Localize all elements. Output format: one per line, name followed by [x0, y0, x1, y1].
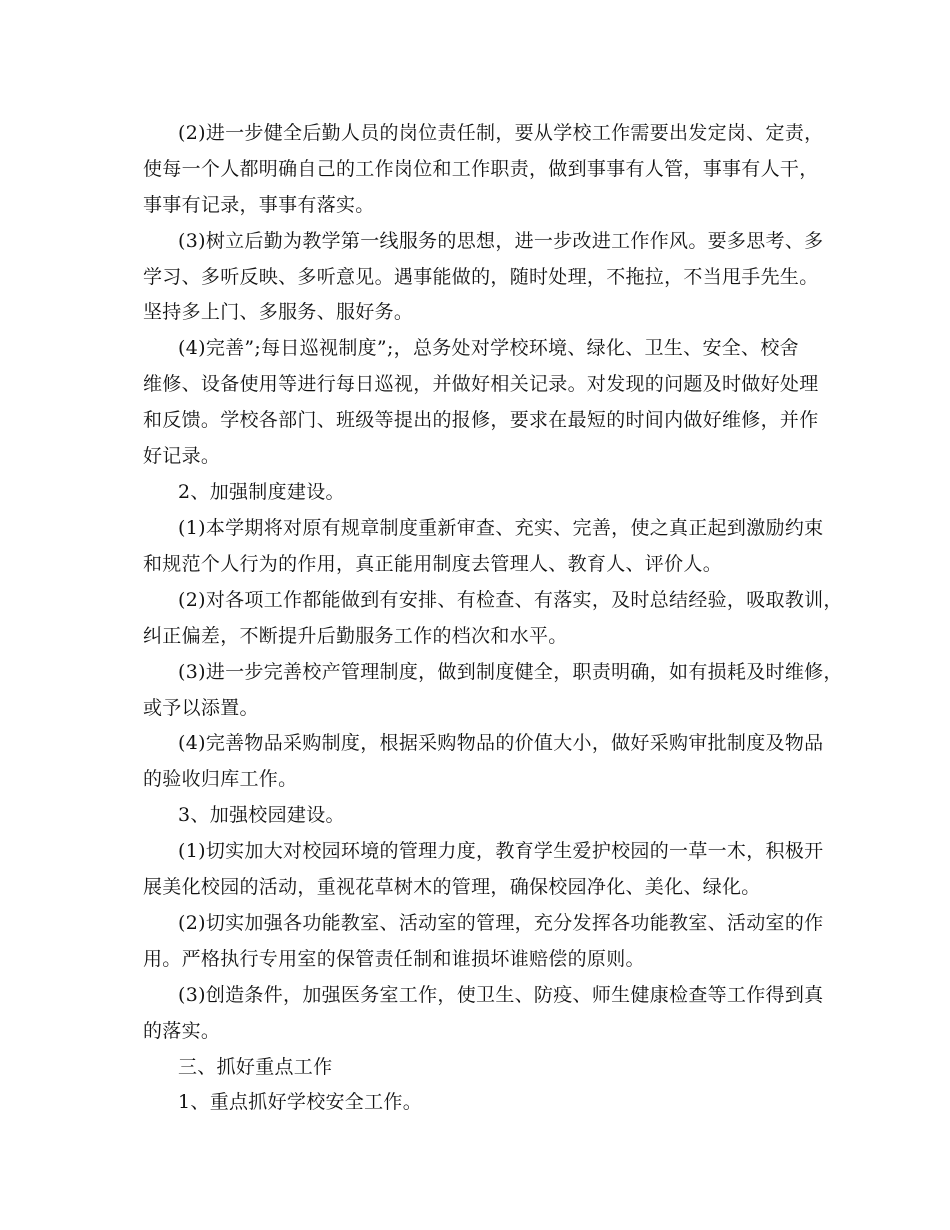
- text-line: (3)进一步完善校产管理制度，做到制度健全，职责明确，如有损耗及时维修，: [178, 661, 843, 683]
- text-line: 好记录。: [143, 445, 221, 467]
- text-line: (4)完善物品采购制度，根据采购物品的价值大小，做好采购审批制度及物品: [178, 732, 824, 754]
- text-line: (3)创造条件，加强医务室工作，使卫生、防疫、师生健康检查等工作得到真: [178, 984, 824, 1006]
- text-line: (1)本学期将对原有规章制度重新审查、充实、完善，使之真正起到激励约束: [178, 517, 824, 539]
- text-line: (2)切实加强各功能教室、活动室的管理，充分发挥各功能教室、活动室的作: [178, 912, 824, 934]
- section-heading: 三、抓好重点工作: [178, 1056, 333, 1078]
- section-heading: 3、加强校园建设。: [178, 804, 345, 826]
- text-line: 和规范个人行为的作用，真正能用制度去管理人、教育人、评价人。: [143, 553, 723, 575]
- section-heading: 2、加强制度建设。: [178, 481, 345, 503]
- text-line: 和反馈。学校各部门、班级等提出的报修，要求在最短的时间内做好维修，并作: [143, 409, 819, 431]
- text-line: (3)树立后勤为教学第一线服务的思想，进一步改进工作作风。要多思考、多: [178, 230, 824, 252]
- text-line: 事事有记录，事事有落实。: [143, 194, 375, 216]
- text-line: 的验收归库工作。: [143, 768, 298, 790]
- text-line: 使每一个人都明确自己的工作岗位和工作职责，做到事事有人管，事事有人干，: [143, 158, 819, 180]
- text-line: 纠正偏差，不断提升后勤服务工作的档次和水平。: [143, 625, 568, 647]
- text-line: (4)完善”;每日巡视制度”;，总务处对学校环境、绿化、卫生、安全、校舍: [178, 337, 799, 359]
- text-line: 学习、多听反映、多听意见。遇事能做的，随时处理，不拖拉，不当甩手先生。: [143, 266, 819, 288]
- text-line: (1)切实加大对校园环境的管理力度，教育学生爱护校园的一草一木，积极开: [178, 840, 824, 862]
- text-line: 展美化校园的活动，重视花草树木的管理，确保校园净化、美化、绿化。: [143, 876, 761, 898]
- section-heading: 1、重点抓好学校安全工作。: [178, 1091, 422, 1113]
- text-line: 的落实。: [143, 1020, 221, 1042]
- text-line: 或予以添置。: [143, 697, 259, 719]
- text-line: 用。严格执行专用室的保管责任制和谁损坏谁赔偿的原则。: [143, 948, 645, 970]
- text-line: 坚持多上门、多服务、服好务。: [143, 301, 414, 323]
- text-line: (2)对各项工作都能做到有安排、有检查、有落实，及时总结经验，吸取教训，: [178, 589, 843, 611]
- text-line: (2)进一步健全后勤人员的岗位责任制，要从学校工作需要出发定岗、定责，: [178, 122, 824, 144]
- text-line: 维修、设备使用等进行每日巡视，并做好相关记录。对发现的问题及时做好处理: [143, 373, 819, 395]
